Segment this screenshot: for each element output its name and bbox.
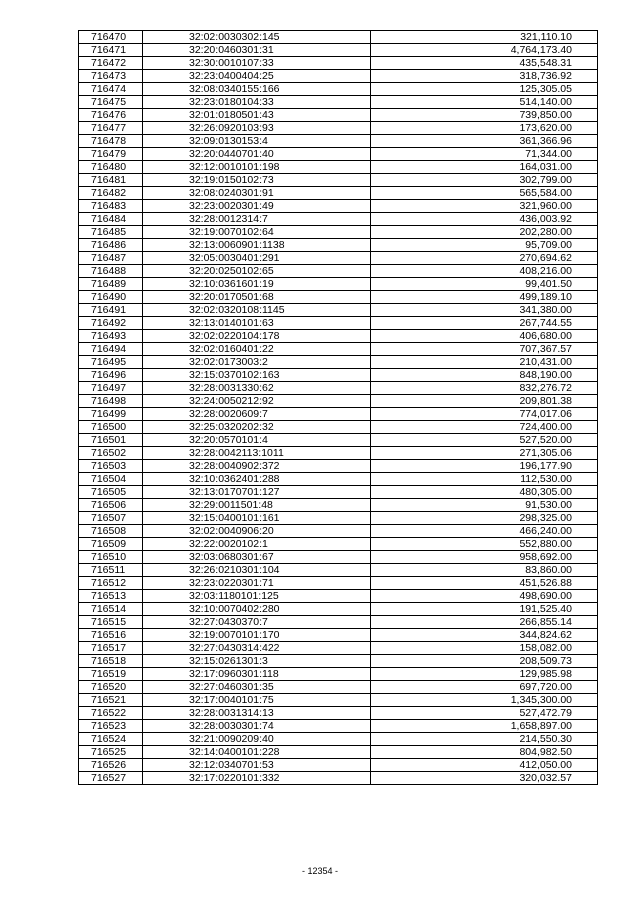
record-id-cell: 716503 <box>79 460 143 473</box>
amount-cell: 739,850.00 <box>371 109 598 122</box>
record-id-cell: 716476 <box>79 109 143 122</box>
table-row <box>79 564 598 577</box>
amount-cell: 499,189.10 <box>371 291 598 304</box>
amount-cell: 1,345,300.00 <box>371 694 598 707</box>
table-row <box>79 265 598 278</box>
table-row <box>79 213 598 226</box>
cadastral-number-cell: 32:02:0160401:22 <box>143 343 371 356</box>
amount-cell: 158,082.00 <box>371 642 598 655</box>
table-row <box>79 252 598 265</box>
table-row <box>79 538 598 551</box>
table-row <box>79 746 598 759</box>
amount-cell: 320,032.57 <box>371 772 598 785</box>
cadastral-number-cell: 32:02:0030302:145 <box>143 31 371 44</box>
cadastral-number-cell: 32:08:0340155:166 <box>143 83 371 96</box>
cadastral-number-cell: 32:03:1180101:125 <box>143 590 371 603</box>
table-row <box>79 226 598 239</box>
cadastral-number-cell: 32:13:0170701:127 <box>143 486 371 499</box>
amount-cell: 406,680.00 <box>371 330 598 343</box>
record-id-cell: 716509 <box>79 538 143 551</box>
cadastral-number-cell: 32:28:0040902:372 <box>143 460 371 473</box>
amount-cell: 83,860.00 <box>371 564 598 577</box>
record-id-cell: 716511 <box>79 564 143 577</box>
amount-cell: 1,658,897.00 <box>371 720 598 733</box>
record-id-cell: 716499 <box>79 408 143 421</box>
table-row <box>79 577 598 590</box>
cadastral-number-cell: 32:02:0320108:1145 <box>143 304 371 317</box>
cadastral-number-cell: 32:29:0011501:48 <box>143 499 371 512</box>
cadastral-number-cell: 32:26:0210301:104 <box>143 564 371 577</box>
table-row <box>79 148 598 161</box>
record-id-cell: 716520 <box>79 681 143 694</box>
record-id-cell: 716495 <box>79 356 143 369</box>
table-row <box>79 603 598 616</box>
cadastral-number-cell: 32:02:0220104:178 <box>143 330 371 343</box>
cadastral-number-cell: 32:28:0042113:1011 <box>143 447 371 460</box>
record-id-cell: 716522 <box>79 707 143 720</box>
table-row <box>79 200 598 213</box>
record-id-cell: 716514 <box>79 603 143 616</box>
cadastral-number-cell: 32:02:0040906:20 <box>143 525 371 538</box>
record-id-cell: 716519 <box>79 668 143 681</box>
cadastral-number-cell: 32:10:0362401:288 <box>143 473 371 486</box>
record-id-cell: 716498 <box>79 395 143 408</box>
amount-cell: 514,140.00 <box>371 96 598 109</box>
record-id-cell: 716502 <box>79 447 143 460</box>
record-id-cell: 716484 <box>79 213 143 226</box>
record-id-cell: 716515 <box>79 616 143 629</box>
amount-cell: 71,344.00 <box>371 148 598 161</box>
cadastral-number-cell: 32:21:0090209:40 <box>143 733 371 746</box>
cadastral-number-cell: 32:20:0440701:40 <box>143 148 371 161</box>
amount-cell: 173,620.00 <box>371 122 598 135</box>
record-id-cell: 716517 <box>79 642 143 655</box>
amount-cell: 298,325.00 <box>371 512 598 525</box>
table-row <box>79 369 598 382</box>
record-id-cell: 716481 <box>79 174 143 187</box>
amount-cell: 341,380.00 <box>371 304 598 317</box>
table-row <box>79 109 598 122</box>
table-row <box>79 395 598 408</box>
cadastral-number-cell: 32:14:0400101:228 <box>143 746 371 759</box>
amount-cell: 125,305.05 <box>371 83 598 96</box>
record-id-cell: 716510 <box>79 551 143 564</box>
record-id-cell: 716489 <box>79 278 143 291</box>
table-row <box>79 590 598 603</box>
cadastral-number-cell: 32:20:0170501:68 <box>143 291 371 304</box>
amount-cell: 707,367.57 <box>371 343 598 356</box>
table-row <box>79 720 598 733</box>
table-row <box>79 83 598 96</box>
record-id-cell: 716471 <box>79 44 143 57</box>
amount-cell: 202,280.00 <box>371 226 598 239</box>
table-row <box>79 382 598 395</box>
record-id-cell: 716492 <box>79 317 143 330</box>
table-row <box>79 512 598 525</box>
records-table <box>78 30 598 785</box>
record-id-cell: 716526 <box>79 759 143 772</box>
record-id-cell: 716500 <box>79 421 143 434</box>
record-id-cell: 716490 <box>79 291 143 304</box>
cadastral-number-cell: 32:24:0050212:92 <box>143 395 371 408</box>
amount-cell: 91,530.00 <box>371 499 598 512</box>
record-id-cell: 716513 <box>79 590 143 603</box>
record-id-cell: 716482 <box>79 187 143 200</box>
amount-cell: 435,548.31 <box>371 57 598 70</box>
record-id-cell: 716494 <box>79 343 143 356</box>
cadastral-number-cell: 32:12:0340701:53 <box>143 759 371 772</box>
cadastral-number-cell: 32:05:0030401:291 <box>143 252 371 265</box>
table-row <box>79 330 598 343</box>
cadastral-number-cell: 32:02:0173003:2 <box>143 356 371 369</box>
records-table-body <box>79 31 598 785</box>
record-id-cell: 716473 <box>79 70 143 83</box>
amount-cell: 95,709.00 <box>371 239 598 252</box>
amount-cell: 552,880.00 <box>371 538 598 551</box>
cadastral-number-cell: 32:22:0020102:1 <box>143 538 371 551</box>
cadastral-number-cell: 32:15:0400101:161 <box>143 512 371 525</box>
cadastral-number-cell: 32:23:0220301:71 <box>143 577 371 590</box>
cadastral-number-cell: 32:19:0070101:170 <box>143 629 371 642</box>
amount-cell: 724,400.00 <box>371 421 598 434</box>
amount-cell: 196,177.90 <box>371 460 598 473</box>
table-row <box>79 408 598 421</box>
table-row <box>79 356 598 369</box>
record-id-cell: 716497 <box>79 382 143 395</box>
table-row <box>79 655 598 668</box>
record-id-cell: 716470 <box>79 31 143 44</box>
table-row <box>79 486 598 499</box>
amount-cell: 210,431.00 <box>371 356 598 369</box>
amount-cell: 565,584.00 <box>371 187 598 200</box>
cadastral-number-cell: 32:23:0180104:33 <box>143 96 371 109</box>
record-id-cell: 716504 <box>79 473 143 486</box>
cadastral-number-cell: 32:10:0070402:280 <box>143 603 371 616</box>
amount-cell: 164,031.00 <box>371 161 598 174</box>
cadastral-number-cell: 32:28:0031330:62 <box>143 382 371 395</box>
table-row <box>79 447 598 460</box>
cadastral-number-cell: 32:09:0130153:4 <box>143 135 371 148</box>
cadastral-number-cell: 32:23:0400404:25 <box>143 70 371 83</box>
amount-cell: 361,366.96 <box>371 135 598 148</box>
record-id-cell: 716491 <box>79 304 143 317</box>
cadastral-number-cell: 32:28:0030301:74 <box>143 720 371 733</box>
table-row <box>79 44 598 57</box>
cadastral-number-cell: 32:08:0240301:91 <box>143 187 371 200</box>
cadastral-number-cell: 32:13:0140101:63 <box>143 317 371 330</box>
table-row <box>79 707 598 720</box>
table-row <box>79 642 598 655</box>
page-number: - 12354 - <box>301 866 339 876</box>
amount-cell: 302,799.00 <box>371 174 598 187</box>
amount-cell: 848,190.00 <box>371 369 598 382</box>
amount-cell: 498,690.00 <box>371 590 598 603</box>
amount-cell: 214,550.30 <box>371 733 598 746</box>
table-row <box>79 759 598 772</box>
table-row <box>79 135 598 148</box>
amount-cell: 271,305.06 <box>371 447 598 460</box>
cadastral-number-cell: 32:10:0361601:19 <box>143 278 371 291</box>
amount-cell: 99,401.50 <box>371 278 598 291</box>
table-row <box>79 96 598 109</box>
cadastral-number-cell: 32:03:0680301:67 <box>143 551 371 564</box>
cadastral-number-cell: 32:27:0430314:422 <box>143 642 371 655</box>
table-row <box>79 161 598 174</box>
table-row <box>79 174 598 187</box>
table-row <box>79 733 598 746</box>
table-row <box>79 304 598 317</box>
table-row <box>79 317 598 330</box>
cadastral-number-cell: 32:20:0460301:31 <box>143 44 371 57</box>
record-id-cell: 716478 <box>79 135 143 148</box>
record-id-cell: 716507 <box>79 512 143 525</box>
record-id-cell: 716479 <box>79 148 143 161</box>
cadastral-number-cell: 32:12:0010101:198 <box>143 161 371 174</box>
table-row <box>79 616 598 629</box>
record-id-cell: 716524 <box>79 733 143 746</box>
table-row <box>79 668 598 681</box>
cadastral-number-cell: 32:19:0150102:73 <box>143 174 371 187</box>
amount-cell: 129,985.98 <box>371 668 598 681</box>
cadastral-number-cell: 32:19:0070102:64 <box>143 226 371 239</box>
amount-cell: 270,694.62 <box>371 252 598 265</box>
record-id-cell: 716486 <box>79 239 143 252</box>
record-id-cell: 716493 <box>79 330 143 343</box>
record-id-cell: 716512 <box>79 577 143 590</box>
table-row <box>79 629 598 642</box>
record-id-cell: 716488 <box>79 265 143 278</box>
cadastral-number-cell: 32:01:0180501:43 <box>143 109 371 122</box>
table-row <box>79 772 598 785</box>
cadastral-number-cell: 32:15:0261301:3 <box>143 655 371 668</box>
cadastral-number-cell: 32:13:0060901:1138 <box>143 239 371 252</box>
table-row <box>79 694 598 707</box>
amount-cell: 321,960.00 <box>371 200 598 213</box>
amount-cell: 412,050.00 <box>371 759 598 772</box>
cadastral-number-cell: 32:15:0370102:163 <box>143 369 371 382</box>
record-id-cell: 716506 <box>79 499 143 512</box>
cadastral-number-cell: 32:28:0031314:13 <box>143 707 371 720</box>
table-row <box>79 460 598 473</box>
cadastral-number-cell: 32:20:0570101:4 <box>143 434 371 447</box>
amount-cell: 4,764,173.40 <box>371 44 598 57</box>
record-id-cell: 716472 <box>79 57 143 70</box>
record-id-cell: 716518 <box>79 655 143 668</box>
record-id-cell: 716487 <box>79 252 143 265</box>
table-row <box>79 278 598 291</box>
record-id-cell: 716501 <box>79 434 143 447</box>
amount-cell: 344,824.62 <box>371 629 598 642</box>
amount-cell: 958,692.00 <box>371 551 598 564</box>
table-row <box>79 187 598 200</box>
table-row <box>79 525 598 538</box>
table-row <box>79 291 598 304</box>
record-id-cell: 716505 <box>79 486 143 499</box>
table-row <box>79 70 598 83</box>
table-row <box>79 122 598 135</box>
amount-cell: 527,520.00 <box>371 434 598 447</box>
amount-cell: 318,736.92 <box>371 70 598 83</box>
record-id-cell: 716508 <box>79 525 143 538</box>
cadastral-number-cell: 32:28:0020609:7 <box>143 408 371 421</box>
amount-cell: 774,017.06 <box>371 408 598 421</box>
table-row <box>79 499 598 512</box>
amount-cell: 697,720.00 <box>371 681 598 694</box>
cadastral-number-cell: 32:20:0250102:65 <box>143 265 371 278</box>
cadastral-number-cell: 32:28:0012314:7 <box>143 213 371 226</box>
record-id-cell: 716521 <box>79 694 143 707</box>
amount-cell: 832,276.72 <box>371 382 598 395</box>
cadastral-number-cell: 32:25:0320202:32 <box>143 421 371 434</box>
amount-cell: 209,801.38 <box>371 395 598 408</box>
table-row <box>79 239 598 252</box>
amount-cell: 527,472.79 <box>371 707 598 720</box>
record-id-cell: 716485 <box>79 226 143 239</box>
amount-cell: 208,509.73 <box>371 655 598 668</box>
amount-cell: 436,003.92 <box>371 213 598 226</box>
record-id-cell: 716516 <box>79 629 143 642</box>
amount-cell: 112,530.00 <box>371 473 598 486</box>
record-id-cell: 716483 <box>79 200 143 213</box>
amount-cell: 267,744.55 <box>371 317 598 330</box>
record-id-cell: 716480 <box>79 161 143 174</box>
amount-cell: 191,525.40 <box>371 603 598 616</box>
amount-cell: 804,982.50 <box>371 746 598 759</box>
record-id-cell: 716523 <box>79 720 143 733</box>
record-id-cell: 716527 <box>79 772 143 785</box>
amount-cell: 408,216.00 <box>371 265 598 278</box>
amount-cell: 480,305.00 <box>371 486 598 499</box>
table-row <box>79 57 598 70</box>
table-row <box>79 31 598 44</box>
record-id-cell: 716496 <box>79 369 143 382</box>
record-id-cell: 716475 <box>79 96 143 109</box>
cadastral-number-cell: 32:26:0920103:93 <box>143 122 371 135</box>
record-id-cell: 716477 <box>79 122 143 135</box>
cadastral-number-cell: 32:17:0960301:118 <box>143 668 371 681</box>
cadastral-number-cell: 32:17:0040101:75 <box>143 694 371 707</box>
amount-cell: 466,240.00 <box>371 525 598 538</box>
table-row <box>79 551 598 564</box>
cadastral-number-cell: 32:27:0460301:35 <box>143 681 371 694</box>
record-id-cell: 716474 <box>79 83 143 96</box>
amount-cell: 266,855.14 <box>371 616 598 629</box>
cadastral-number-cell: 32:17:0220101:332 <box>143 772 371 785</box>
table-row <box>79 421 598 434</box>
table-row <box>79 434 598 447</box>
cadastral-number-cell: 32:30:0010107:33 <box>143 57 371 70</box>
table-row <box>79 681 598 694</box>
cadastral-number-cell: 32:23:0020301:49 <box>143 200 371 213</box>
table-row <box>79 473 598 486</box>
record-id-cell: 716525 <box>79 746 143 759</box>
cadastral-number-cell: 32:27:0430370:7 <box>143 616 371 629</box>
amount-cell: 321,110.10 <box>371 31 598 44</box>
amount-cell: 451,526.88 <box>371 577 598 590</box>
table-row <box>79 343 598 356</box>
